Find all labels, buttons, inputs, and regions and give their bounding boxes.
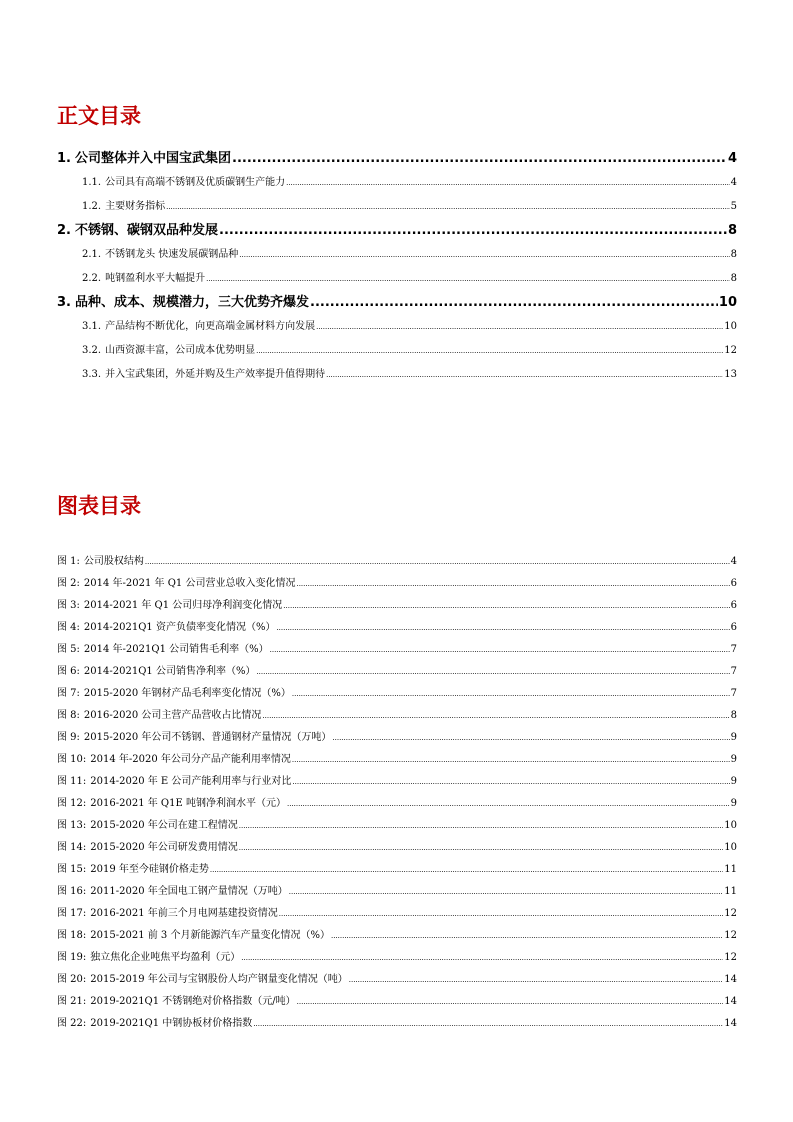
figure-entry[interactable] bbox=[57, 551, 737, 573]
figure-entry-label: 图 11: bbox=[57, 776, 87, 787]
figure-entry-page: 14 bbox=[724, 996, 737, 1007]
figure-entry-label: 图 21: bbox=[57, 996, 87, 1007]
dot-leader bbox=[276, 617, 729, 639]
figure-entry[interactable] bbox=[57, 727, 737, 749]
figure-entry[interactable] bbox=[57, 969, 737, 991]
figure-entry-label: 图 22: bbox=[57, 1018, 87, 1029]
figure-entry-text: 2014-2021Q1 公司销售净利率（%） bbox=[83, 666, 256, 677]
figure-entry-page: 12 bbox=[724, 908, 737, 919]
toc-entry-number: 2. bbox=[57, 223, 71, 238]
figure-entry-page: 12 bbox=[724, 930, 737, 941]
figure-entry[interactable] bbox=[57, 749, 737, 771]
dot-leader bbox=[316, 315, 723, 339]
dot-leader bbox=[270, 639, 730, 661]
dot-leader bbox=[210, 859, 723, 881]
dot-leader bbox=[239, 243, 729, 267]
figure-entry[interactable] bbox=[57, 771, 737, 793]
toc-entry[interactable] bbox=[57, 315, 737, 339]
figure-entry-text: 2015-2020 年钢材产品毛利率变化情况（%） bbox=[83, 688, 291, 699]
figure-entry-text: 2015-2019 年公司与宝钢股份人均产钢量变化情况（吨） bbox=[90, 974, 348, 985]
toc-entry[interactable] bbox=[57, 267, 737, 291]
toc-entry-page: 4 bbox=[730, 177, 737, 188]
figure-entry[interactable] bbox=[57, 925, 737, 947]
figure-entry-label: 图 12: bbox=[57, 798, 87, 809]
toc-entry-text: 吨钢盈利水平大幅提升 bbox=[105, 273, 206, 284]
dot-leader bbox=[286, 171, 730, 195]
figure-entry-page: 11 bbox=[724, 864, 737, 875]
figure-entry-text: 2019 年至今硅钢价格走势 bbox=[90, 864, 209, 875]
figure-entry-text: 2011-2020 年全国电工钢产量情况（万吨） bbox=[90, 886, 288, 897]
figure-entry-text: 2016-2020 公司主营产品营收占比情况 bbox=[83, 710, 262, 721]
figure-entry-text: 2014-2021 年 Q1 公司归母净利润变化情况 bbox=[83, 600, 283, 611]
toc-entry-text: 公司整体并入中国宝武集团 bbox=[74, 151, 231, 166]
figure-entry-label: 图 9: bbox=[57, 732, 80, 743]
figure-entry-label: 图 3: bbox=[57, 600, 80, 611]
figure-entry-text: 2016-2021 年 Q1E 吨钢净利润水平（元） bbox=[90, 798, 286, 809]
figure-entry-text: 独立焦化企业吨焦平均盈利（元） bbox=[90, 952, 241, 963]
toc-entry-number: 1.1. bbox=[82, 177, 102, 188]
dot-leader bbox=[297, 991, 724, 1013]
toc-entry[interactable] bbox=[57, 291, 737, 315]
figure-entry-page: 14 bbox=[724, 1018, 737, 1029]
toc-entry-text: 山西资源丰富，公司成本优势明显 bbox=[105, 345, 256, 356]
toc-entry-number: 2.1. bbox=[82, 249, 102, 260]
toc-entry-text: 不锈钢龙头 快速发展碳钢品种 bbox=[105, 249, 239, 260]
toc-entry-page: 8 bbox=[730, 249, 737, 260]
toc-entry-number: 2.2. bbox=[82, 273, 102, 284]
figure-entry-page: 10 bbox=[724, 820, 737, 831]
figure-entry-text: 2015-2021 前 3 个月新能源汽车产量变化情况（%） bbox=[90, 930, 330, 941]
toc-entry-page: 13 bbox=[724, 369, 737, 380]
toc-entry-page: 8 bbox=[727, 223, 737, 238]
dot-leader bbox=[232, 147, 727, 171]
toc-entry[interactable] bbox=[57, 339, 737, 363]
figure-entry-text: 2015-2020 年公司在建工程情况 bbox=[90, 820, 238, 831]
figure-entry[interactable] bbox=[57, 705, 737, 727]
dot-leader bbox=[292, 771, 729, 793]
toc-entry[interactable] bbox=[57, 171, 737, 195]
dot-leader bbox=[256, 339, 723, 363]
dot-leader bbox=[166, 195, 730, 219]
toc-entry-page: 12 bbox=[724, 345, 737, 356]
toc-entry-text: 产品结构不断优化，向更高端金属材料方向发展 bbox=[105, 321, 316, 332]
figure-entry-page: 11 bbox=[724, 886, 737, 897]
dot-leader bbox=[239, 837, 724, 859]
figure-entry-page: 7 bbox=[730, 644, 737, 655]
dot-leader bbox=[239, 815, 724, 837]
figure-entry[interactable] bbox=[57, 617, 737, 639]
figure-entry-text: 2019-2021Q1 不锈钢绝对价格指数（元/吨） bbox=[90, 996, 296, 1007]
figure-entry-page: 10 bbox=[724, 842, 737, 853]
dot-leader bbox=[256, 661, 729, 683]
figure-entry-label: 图 17: bbox=[57, 908, 87, 919]
figure-entry[interactable] bbox=[57, 661, 737, 683]
toc-entry-number: 3.1. bbox=[82, 321, 102, 332]
toc-entry-page: 10 bbox=[718, 295, 737, 310]
figure-entry[interactable] bbox=[57, 815, 737, 837]
dot-leader bbox=[283, 595, 729, 617]
dot-leader bbox=[349, 969, 724, 991]
figure-entry-text: 2015-2020 年公司研发费用情况 bbox=[90, 842, 238, 853]
toc-entry-number: 3. bbox=[57, 295, 71, 310]
toc-entry-text: 不锈钢、碳钢双品种发展 bbox=[74, 223, 218, 238]
dot-leader bbox=[292, 749, 730, 771]
figure-entry-label: 图 8: bbox=[57, 710, 80, 721]
toc-entry-page: 8 bbox=[730, 273, 737, 284]
toc-entry-text: 主要财务指标 bbox=[105, 201, 166, 212]
figure-entry-text: 2019-2021Q1 中钢协板材价格指数 bbox=[90, 1018, 253, 1029]
toc-entry-page: 10 bbox=[724, 321, 737, 332]
figure-entry-page: 12 bbox=[724, 952, 737, 963]
figure-entry[interactable] bbox=[57, 573, 737, 595]
figure-entry-label: 图 20: bbox=[57, 974, 87, 985]
figure-entry-label: 图 1: bbox=[57, 556, 80, 567]
figure-entry-page: 7 bbox=[730, 666, 737, 677]
dot-leader bbox=[253, 1013, 723, 1035]
dot-leader bbox=[296, 573, 729, 595]
figure-entry-label: 图 14: bbox=[57, 842, 87, 853]
figure-entry-text: 2016-2021 年前三个月电网基建投资情况 bbox=[90, 908, 278, 919]
figure-entry-label: 图 4: bbox=[57, 622, 80, 633]
dot-leader bbox=[279, 903, 724, 925]
figure-entry-page: 8 bbox=[730, 710, 737, 721]
dot-leader bbox=[331, 925, 723, 947]
figure-entry-label: 图 16: bbox=[57, 886, 87, 897]
toc-entry[interactable] bbox=[57, 243, 737, 267]
figure-entry[interactable] bbox=[57, 903, 737, 925]
toc-entry[interactable] bbox=[57, 219, 737, 243]
figure-entry-label: 图 15: bbox=[57, 864, 87, 875]
dot-leader bbox=[287, 793, 730, 815]
figure-entry-page: 6 bbox=[730, 622, 737, 633]
dot-leader bbox=[326, 363, 723, 387]
figure-entry-label: 图 7: bbox=[57, 688, 80, 699]
figure-entry-text: 公司股权结构 bbox=[83, 556, 144, 567]
figure-entry-label: 图 10: bbox=[57, 754, 87, 765]
toc-entry-text: 品种、成本、规模潜力，三大优势齐爆发 bbox=[74, 295, 309, 310]
figure-entry-label: 图 2: bbox=[57, 578, 80, 589]
toc-entry-text: 并入宝武集团，外延并购及生产效率提升值得期待 bbox=[105, 369, 326, 380]
toc-entry-number: 3.3. bbox=[82, 369, 102, 380]
figure-entry-label: 图 18: bbox=[57, 930, 87, 941]
toc-entry-number: 1.2. bbox=[82, 201, 102, 212]
figure-entry-page: 7 bbox=[730, 688, 737, 699]
dot-leader bbox=[219, 219, 727, 243]
toc-entry[interactable] bbox=[57, 363, 737, 387]
figure-entry[interactable] bbox=[57, 1013, 737, 1035]
figure-entry[interactable] bbox=[57, 639, 737, 661]
toc-entry-page: 4 bbox=[727, 151, 737, 166]
toc-entry-number: 3.2. bbox=[82, 345, 102, 356]
figure-entry-label: 图 6: bbox=[57, 666, 80, 677]
figure-entry-page: 9 bbox=[730, 798, 737, 809]
figure-entry-text: 2015-2020 年公司不锈钢、普通钢材产量情况（万吨） bbox=[83, 732, 332, 743]
dot-leader bbox=[241, 947, 723, 969]
figure-entry-page: 6 bbox=[730, 578, 737, 589]
toc-entry-page: 5 bbox=[730, 201, 737, 212]
dot-leader bbox=[332, 727, 729, 749]
figure-entry[interactable] bbox=[57, 595, 737, 617]
toc-entry[interactable] bbox=[57, 147, 737, 171]
figure-entry-page: 9 bbox=[730, 754, 737, 765]
figure-entry[interactable] bbox=[57, 991, 737, 1013]
figure-entry-page: 6 bbox=[730, 600, 737, 611]
figure-entry-page: 9 bbox=[730, 732, 737, 743]
figure-entry[interactable] bbox=[57, 881, 737, 903]
figure-entry-label: 图 13: bbox=[57, 820, 87, 831]
dot-leader bbox=[289, 881, 724, 903]
figure-entry-label: 图 19: bbox=[57, 952, 87, 963]
figure-entry[interactable] bbox=[57, 837, 737, 859]
dot-leader bbox=[206, 267, 730, 291]
figure-entry[interactable] bbox=[57, 793, 737, 815]
figure-entry[interactable] bbox=[57, 947, 737, 969]
figure-entry-text: 2014-2020 年 E 公司产能利用率与行业对比 bbox=[90, 776, 292, 787]
toc-entry-number: 1. bbox=[57, 151, 71, 166]
figure-entry-label: 图 5: bbox=[57, 644, 80, 655]
dot-leader bbox=[145, 551, 730, 573]
dot-leader bbox=[262, 705, 729, 727]
figure-entry[interactable] bbox=[57, 683, 737, 705]
figure-entry-page: 4 bbox=[730, 556, 737, 567]
figure-entry-text: 2014 年-2020 年公司分产品产能利用率情况 bbox=[90, 754, 291, 765]
toc-entry[interactable] bbox=[57, 195, 737, 219]
toc-entry-text: 公司具有高端不锈钢及优质碳钢生产能力 bbox=[105, 177, 286, 188]
dot-leader bbox=[292, 683, 730, 705]
figure-entry-text: 2014 年-2021 年 Q1 公司营业总收入变化情况 bbox=[83, 578, 296, 589]
figure-entry-text: 2014-2021Q1 资产负债率变化情况（%） bbox=[83, 622, 276, 633]
figure-entry[interactable] bbox=[57, 859, 737, 881]
figure-index-title: 图表目录 bbox=[57, 494, 141, 518]
figure-entry-text: 2014 年-2021Q1 公司销售毛利率（%） bbox=[83, 644, 269, 655]
figure-index-list bbox=[57, 551, 737, 1035]
figure-entry-page: 9 bbox=[730, 776, 737, 787]
toc-title: 正文目录 bbox=[57, 104, 141, 128]
toc-list bbox=[57, 147, 737, 387]
figure-entry-page: 14 bbox=[724, 974, 737, 985]
dot-leader bbox=[310, 291, 718, 315]
